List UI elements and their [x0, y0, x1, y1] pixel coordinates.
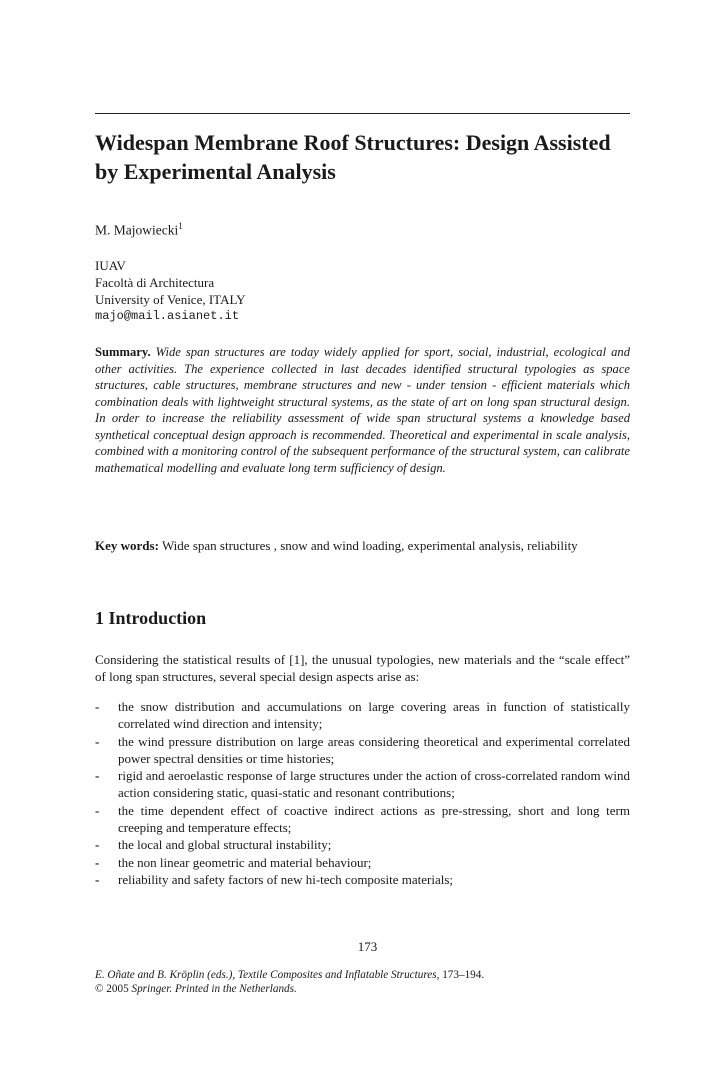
design-aspects-list: [95, 698, 630, 888]
bullet-dash: -: [95, 802, 100, 818]
list-item: [95, 836, 630, 853]
citation-footer: [95, 969, 635, 996]
list-item: [95, 698, 630, 733]
affiliation-line-3: University of Venice, ITALY: [95, 292, 246, 307]
intro-paragraph: Considering the statistical results of [1], the unusual typologies, new materials and the “scale effect” of long span structures, several special design aspects arise as:: [95, 652, 630, 684]
copyright-year: © 2005: [95, 982, 132, 995]
bullet-dash: -: [95, 837, 100, 853]
paper-title: Widespan Membrane Roof Structures: Design Assisted by Experimental Analysis: [95, 130, 611, 184]
summary-label: Summary.: [95, 345, 151, 359]
citation-line-1: [95, 969, 635, 983]
bullet-dash: -: [95, 871, 100, 887]
author-email: majo@mail.asianet.it: [95, 309, 240, 323]
list-item: [95, 802, 630, 837]
list-item-text: the time dependent effect of coactive indirect actions as pre-stressing, short and long term creeping and temperature effects;: [118, 802, 630, 836]
author-footnote-mark: 1: [178, 221, 183, 231]
list-item-text: reliability and safety factors of new hi-tech composite materials;: [118, 871, 453, 887]
affiliation-line-1: IUAV: [95, 258, 126, 273]
list-item: [95, 733, 630, 768]
bullet-dash: -: [95, 768, 100, 784]
list-item: [95, 767, 630, 802]
list-item: [95, 854, 630, 871]
list-item-text: the wind pressure distribution on large areas considering theoretical and experimental correlated power spectral densities or time histories;: [118, 733, 630, 766]
summary-paragraph: [95, 344, 630, 476]
top-rule: [95, 113, 630, 114]
keywords-text: Wide span structures , snow and wind loading, experimental analysis, reliability: [161, 538, 578, 553]
affiliation-line-2: Facoltà di Architectura: [95, 275, 215, 290]
bullet-dash: -: [95, 733, 100, 749]
section-heading-introduction: 1 Introduction: [95, 608, 207, 628]
author-name: M. Majowiecki: [95, 222, 179, 238]
citation-line-2: [95, 983, 635, 997]
list-item-text: the non linear geometric and material behaviour;: [118, 854, 372, 870]
bullet-dash: -: [95, 854, 100, 870]
affiliation-block: [95, 257, 246, 325]
list-item-text: the local and global structural instability;: [118, 837, 332, 853]
citation-pages: 173–194.: [439, 969, 485, 981]
list-item-text: rigid and aeroelastic response of large structures under the action of cross-correlated random wind action considering static, quasi-static and resonant contributions;: [118, 768, 630, 801]
page-number: 173: [357, 939, 378, 954]
list-item-text: the snow distribution and accumulations on large covering areas in function of statistically correlated wind direction and intensity;: [118, 699, 630, 732]
list-item: [95, 871, 630, 888]
publisher-line: Springer. Printed in the Netherlands.: [131, 982, 297, 995]
citation-editors-title: E. Oñate and B. Kröplin (eds.), Textile Composites and Inflatable Structures,: [95, 969, 440, 981]
keywords-label: Key words:: [95, 538, 159, 553]
bullet-dash: -: [95, 699, 100, 714]
summary-text: Wide span structures are today widely applied for sport, social, industrial, ecological and other activities. The experience collected in last decades identified structural typologies as space structures, cable structures, membrane structures and new - under tension - efficient materials which combination deals with lightweight structural systems, as the state of art on long span structural design. In order to increase the reliability assessment of wide span structural systems a knowledge based synthetical conceptual design approach is recommended. Theoretical and experimental in scale analysis, combined with a monitoring control of the subsequent performance of the structural system, can calibrate mathematical modelling and evaluate long term sufficiency of design.: [95, 345, 630, 475]
author-line: [95, 221, 183, 239]
keywords-paragraph: [95, 537, 630, 554]
